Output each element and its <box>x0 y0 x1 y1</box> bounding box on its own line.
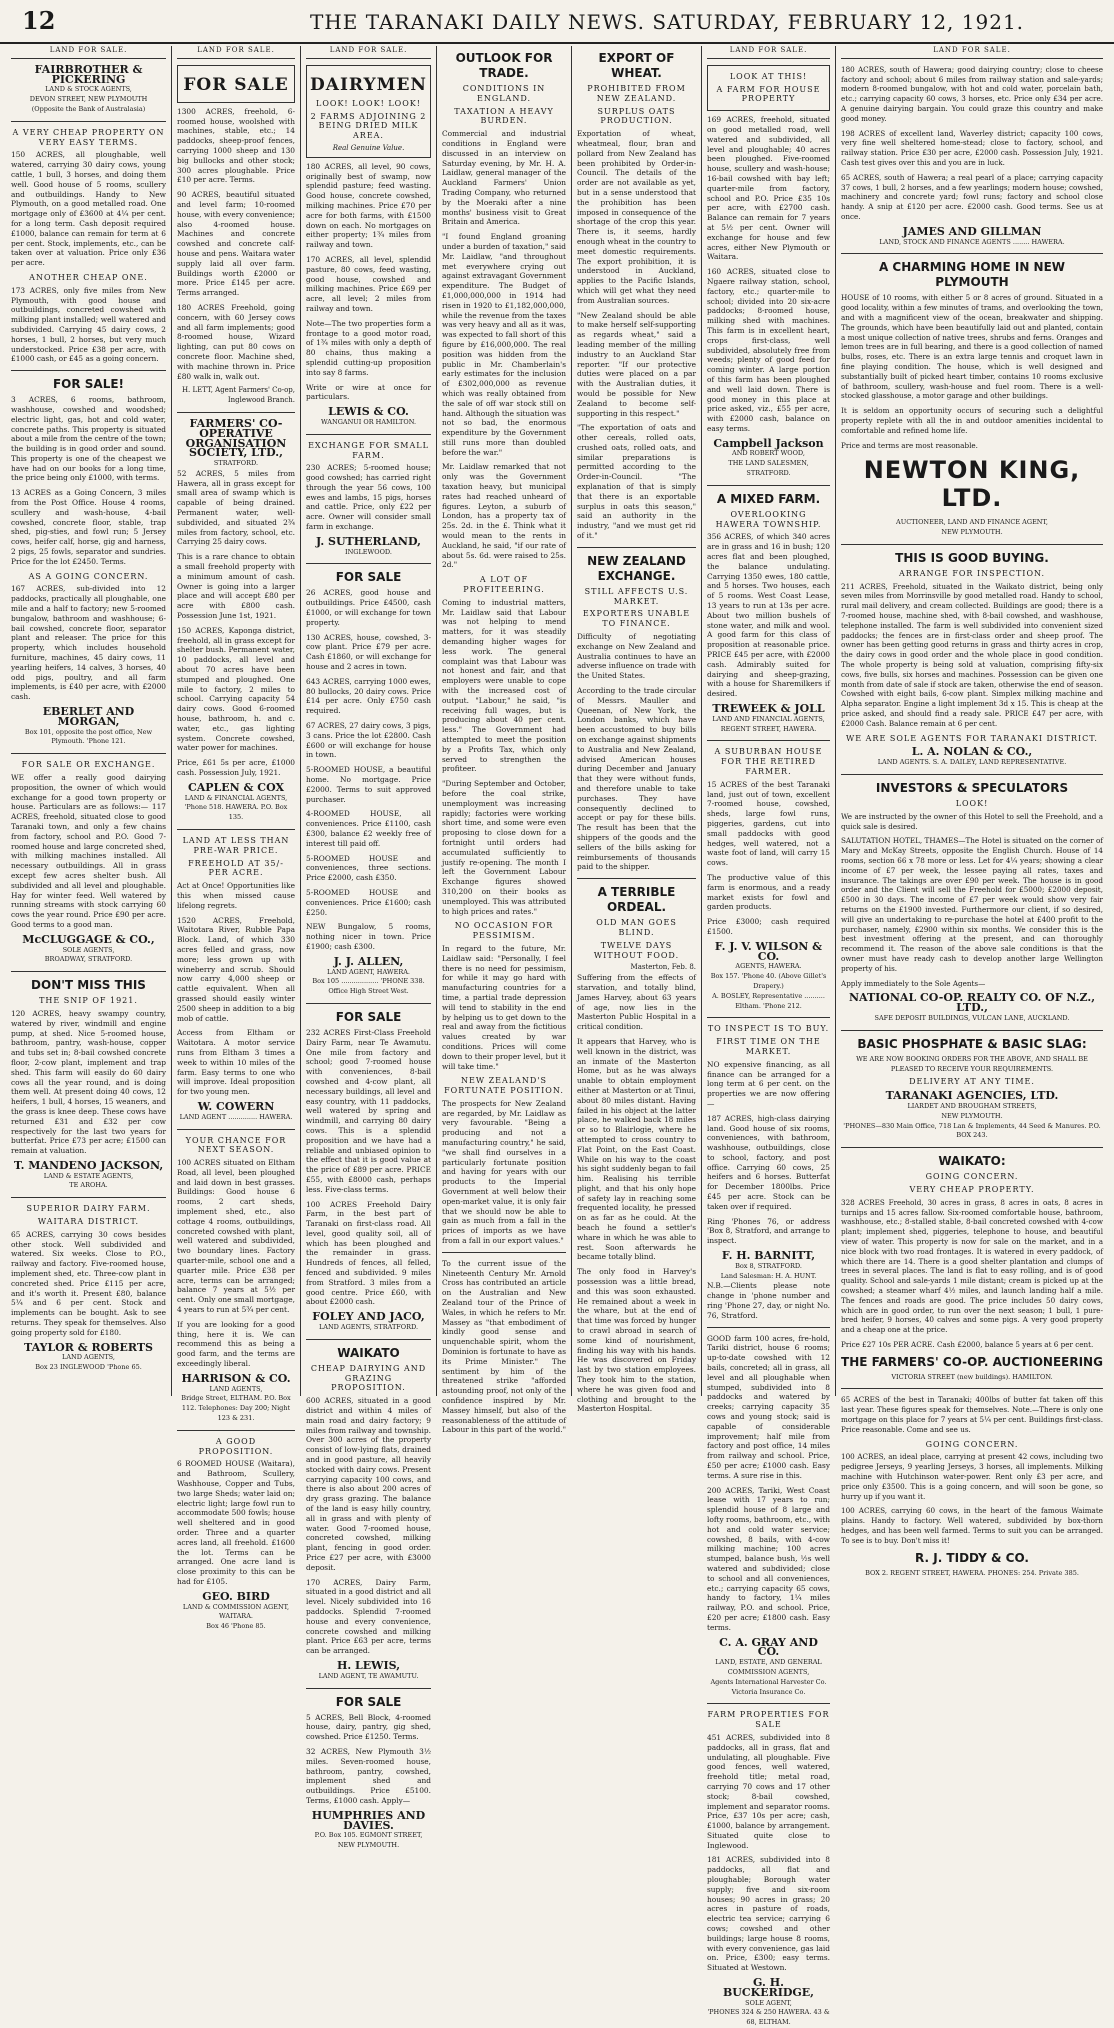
ad-heading: WAIKATO <box>337 1345 400 1360</box>
article-paragraph: Mr. Laidlaw remarked that not only was the Government taxation heavy, but municipal rates had reached unheard of figures. Leyton, a suburb of London, has a property tax of 25s. 2d. in the £. Think what it would mean to the rents in Auckland, he said, "if our rate of about 5s. 6d. were raised to 25s. 2d." <box>442 462 566 570</box>
ad-text: 150 ACRES, Kaponga district, freehold, all in grass except for shelter bush. Permanent water, 10 paddocks, all level and about 70 acres have been stumped and ploughed. One mile to factory, 2 miles to school. Carrying capacity 54 dairy cows. Good 6-roomed house, bathroom, h. and c. water, etc., gas lighting system. Concrete cowshed, water power for machines. <box>177 625 295 753</box>
column-4 <box>437 46 572 1435</box>
article-subheading: PROHIBITED FROM NEW ZEALAND. <box>587 84 686 103</box>
ad-text: 1520 ACRES, Freehold, Waitotara River, Rubble Papa Block. Land, of which 330 acres felled and grass, now more; less grown up with wineberry and scrub. Should now carry 4,000 sheep or cattle equivalent. When all grassed should easily winter 2500 sheep in addition to a big mob of cattle. <box>177 915 295 1023</box>
ad-box <box>707 65 830 111</box>
column-7 <box>836 46 1108 1577</box>
ad-heading: DON'T MISS THIS <box>31 978 146 993</box>
agent-name: FOLEY AND JACO, <box>312 1310 425 1324</box>
ad-heading: ANOTHER CHEAP ONE. <box>29 272 148 282</box>
ad-heading: FOR SALE! <box>52 377 125 392</box>
ad-text: 451 ACRES, subdivided into 8 paddocks, all in grass, flat and undulating, all ploughable. Five good fences, well watered, freehold title; metal road, carrying 70 cows and 17 other stock; 8-bail cowshed, implement and separator rooms. Price, £37 10s per acre; cash, £1000, balance by arrangement. Situated quite close to Inglewood. <box>707 1732 830 1850</box>
article-subheading: OLD MAN GOES BLIND. <box>596 918 677 937</box>
agent-name: F. J. V. WILSON & CO. <box>714 939 823 963</box>
rubric: LAND FOR SALE. <box>707 46 830 59</box>
article-paragraph: It appears that Harvey, who is well known in the district, was an inmate of the Masterton Home, but as he was always unable to obtain employment either at Masterton or at Tinui, about 80 miles distant. Having failed in his object at the latter place, he walked back 18 miles or so to Blairlogie, where he attempted to cross country to Flat Point, on the East Coast. While on his way to the coast his sight suddenly began to fail him. Realising his terrible plight, and that his only hope of safety lay in reaching some frequented locality, he pressed on as far as he could. At the beach he found a settler's whare in which he was able to rest. Soon afterwards he became totally blind. <box>577 1036 696 1262</box>
agent-address: BOX 2. REGENT STREET, HAWERA. PHONES: 254. Private 385. <box>865 1568 1079 1577</box>
ad-text: 150 ACRES, all ploughable, well watered, carrying 30 dairy cows, young cattle, 1 bull, 3 horses, and doing them well. Good house of 5 rooms, scullery and outbuildings. Handy to New Plymouth, on a good metalled road. One mortgage only of £3600 at 4¼ per cent. for a long term. Cash deposit required £1000, balance can remain for term at 6 per cent. Stock, implements, etc., can be taken over at valuation. Price only £36 per acre. <box>11 150 166 268</box>
ad-text: 5-ROOMED HOUSE and conveniences. Price £1600; cash £250. <box>306 887 431 917</box>
agent-address: LAND AGENTS, STRATFORD. <box>318 1323 419 1332</box>
agent-address: INGLEWOOD. <box>345 547 392 556</box>
ad-text: 100 ACRES, an ideal place, carrying at present 42 cows, including two pedigree Jerseys, 9 yearling Jerseys, 3 horses, all implements. Milking machine with Hutchinson water-power. Rent only £3 per acre, and price only £3500. This is a going concern, and will soon be gone, so hurry up if you want it. <box>841 1452 1103 1501</box>
ad-text: 180 ACRES, all level, 90 cows, originally best of swamp, now splendid pasture; feed wasting. Good house, concrete cowshed, milking machines. Price £70 per acre for both farms, with £1500 down on each. No mortgages on either property; 1¾ miles from railway and town. <box>306 161 431 250</box>
ad-subheading: GOING CONCERN. <box>925 1172 1019 1182</box>
ad-text: 90 ACRES, beautiful situated and level farm; 10-roomed house, with every convenience; also 4-roomed house. Machines and concrete cowshed and concrete calf-house and pens. Waitara water supply laid all over farm. Buildings worth £2000 or more. Price £145 per acre. Terms arranged. <box>177 190 295 298</box>
ad-text: 26 ACRES, good house and outbuildings. Price £4500, cash £1000, or will exchange for town property. <box>306 588 431 627</box>
ad-text: 181 ACRES, subdivided into 8 paddocks, all flat and ploughable; Borough water supply; five and six-room houses; 90 acres in grass; 20 acres in pasture of roads, electric tea service; carrying 6 cows; cowshed and other buildings; large house 8 rooms, with every convenience, gas laid on. Price, £300; easy terms. Situated at Westown. <box>707 1855 830 1973</box>
agent-address: THE LAND SALESMEN, STRATFORD. <box>728 459 809 478</box>
ad-box <box>177 65 295 103</box>
agent-sub: AGENTS, HAWERA. <box>735 962 802 971</box>
agent-name: TAYLOR & ROBERTS <box>24 1340 153 1354</box>
article-paragraph: In regard to the future, Mr. Laidlaw said: "Personally, I feel there is no need for pessimism, for while it may go hard with manufacturing countries for a time, a partial trade depression will tend to stability in the end by helping us to get down to the real and away from the fictitious values created by war conditions. Prices will come down to their proper level, but it will take time." <box>442 943 566 1071</box>
article-subheading: CONDITIONS IN ENGLAND. <box>462 84 546 103</box>
ad-subheading: FREEHOLD AT 35/- PER ACRE. <box>188 858 284 878</box>
ad-subheading: ARRANGE FOR INSPECTION. <box>898 568 1046 578</box>
agent-address: Bridge Street, ELTHAM. P.O. Box 112. Telephones: Day 200; Night 123 & 231. <box>181 1394 291 1423</box>
ad-heading: A CHARMING HOME IN NEW PLYMOUTH <box>878 260 1066 290</box>
rubric: LAND FOR SALE. <box>177 46 295 59</box>
ad-subheading: THE SNIP OF 1921. <box>39 996 138 1006</box>
rubric: LAND FOR SALE. <box>841 46 1103 59</box>
agent-address: Box 105 .................. 'PHONE 338. Office High Street West. <box>312 977 425 996</box>
ad-text: 356 ACRES, of which 340 acres are in grass and 16 in bush; 120 acres flat and been ploughed, the balance undulating. Carrying 1350 ewes, 180 cattle, and 5 horses. Two houses, each of 5 rooms. West Coast Lease, 13 years to run at 13s per acre. About two million bushels of stone water, and milk and wool. A good farm for this class of proposition at reasonable price. PRICE £45 per acre, with £2000 cash. Admirably suited for dairying and sheep-grazing, with a house for Sharemilkers if desired. <box>707 532 830 699</box>
article-paragraph: According to the trade circular of Messrs. Mauller and Queenan, of New York, the London banks, which have been accustomed to buy bills on exchange against shipments to Australia and New Zealand, advised American houses during December and January that they were without funds, and therefore unable to take purchases. They have consequently declined to accept or pay for these bills. The result has been that the shippers of the goods and the sellers of the bills asking for reimbursements of thousands paid to the shipper. <box>577 686 696 872</box>
column-1 <box>6 46 172 1396</box>
ad-text: We are instructed by the owner of this Hotel to sell the Freehold, and a quick sale is desired. <box>841 811 1103 831</box>
ad-heading: FOR SALE <box>183 74 289 95</box>
ad-heading: LOOK AT THIS! <box>729 71 808 81</box>
ad-heading: A GOOD PROPOSITION. <box>198 1436 274 1456</box>
ad-text: WE ARE NOW BOOKING ORDERS FOR THE ABOVE, AND SHALL BE PLEASED TO RECEIVE YOUR REQUIREMENTS. <box>856 1054 1088 1073</box>
ad-subheading: 2 FARMS ADJOINING 2 BEING DRIED MILK AREA. <box>310 111 427 141</box>
ad-text: Note—The two properties form a frontage to a good motor road, of 1¾ miles with only a depth of 80 chains, thus making a splendid cutting-up proposition into say 8 farms. <box>306 318 431 377</box>
ad-text: 170 ACRES, all level, splendid pasture, 80 cows, feed wasting, good house, cowshed and milking machines. Price £69 per acre, all level; 2 miles from railway and town. <box>306 254 431 313</box>
ad-text: Price £3000; cash required £1500. <box>707 917 830 936</box>
ad-text: 6 ROOMED HOUSE (Waitara), and Bathroom, Scullery, Washhouse, Copper and Tubs, two large Sheds; water laid on; electric light; large fowl run to accommodate 500 fowls; house well sheltered and in good order. Three and a quarter acres land, all freehold. £1600 the lot. Terms can be arranged. One acre land is close proximity to this can be had for £105. <box>177 1459 295 1586</box>
article-headline: EXPORT OF WHEAT. <box>598 51 675 80</box>
agent-sub: LAND & COMMISSION AGENT, WAITARA. <box>182 1602 290 1621</box>
ad-text: Act at Once! Opportunities like this when missed cause lifelong regrets. <box>177 881 295 910</box>
agent-name: THE FARMERS' CO-OP. AUCTIONEERING <box>841 1354 1103 1369</box>
agent-sub: LAND & FINANCIAL AGENTS, <box>184 793 288 802</box>
agent-address: STRATFORD. <box>213 459 259 468</box>
ad-text: 160 ACRES, situated close to Ngaere railway station, school, factory, etc.; quarter-mile to school; divided into 20 six-acre paddocks; 8-roomed house, milking shed with machines. This farm is in excellent heart, crops first-class, well subdivided, absolutely free from weeds; plenty of good feed for coming winter. A large portion of this farm has been ploughed and well laid down. There is good money in this place at price asked, viz., £55 per acre, with £2000 cash, balance on easy terms. <box>707 267 830 433</box>
ad-text: 167 ACRES, sub-divided into 12 paddocks, practically all ploughable, one mile and a half to factory; new 5-roomed bungalow, bathroom and washhouse; 6-bail cowshed, concrete floor, separator plant and releaser. The price for this property, which includes household furniture, machines, 45 dairy cows, 11 yearling heifers, 14 calves, 3 horses, 40 odd pigs, poultry, and all farm implements, is £40 per acre, with £2000 cash. <box>11 584 166 702</box>
ad-heading: A SUBURBAN HOUSE FOR THE RETIRED FARMER. <box>714 747 823 776</box>
agent-sub: LAND AGENT, HAWERA. <box>327 967 410 976</box>
ad-subheading: LOOK! <box>955 799 989 809</box>
ad-text: 52 ACRES, 5 miles from Hawera, all in grass except for small area of swamp which is capable of being drained. Permanent water, well-subdivided, and situated 2¾ miles from factory, school, etc. Carrying 25 dairy cows. <box>177 468 295 547</box>
newspaper-title: THE TARANAKI DAILY NEWS. SATURDAY, FEBRUARY 12, 1921. <box>310 10 1025 34</box>
ad-heading: YOUR CHANCE FOR NEXT SEASON. <box>185 1135 287 1155</box>
ad-text: 173 ACRES, only five miles from New Plymouth, with good house and outbuildings, concreted cowshed with milking plant installed; well watered and subdivided. Carrying 45 dairy cows, 2 horses, 1 bull, 2 horses, but very much understocked. Price £38 per acre, with £1000 cash, or £45 as a going concern. <box>11 285 166 364</box>
agent-address: SAFE DEPOSIT BUILDINGS, VULCAN LANE, AUCKLAND. <box>874 1013 1070 1022</box>
ad-text: 180 ACRES Freehold, going concern, with 60 Jersey cows and all farm implements; good 8-roomed house, Wizard lighting, can put 80 cows on concrete floor. Machine shed, with machine thrown in. Price £80 walk in, walk out. <box>177 302 295 381</box>
ad-heading: FOR SALE <box>335 1009 402 1024</box>
agent-name: EBERLET AND MORGAN, <box>42 705 135 728</box>
agent-address: VICTORIA STREET (new buildings). HAMILTON. <box>891 1372 1053 1381</box>
agent-name: G. H. BUCKERIDGE, <box>722 1976 815 1999</box>
agent-address: NEW PLYMOUTH. <box>941 528 1003 537</box>
ad-text: 15 ACRES of the best Taranaki land, just out of town, excellent 7-roomed house, cowshed, sheds, large fowl runs, piggeries, gardens, cut into small paddocks with good hedges, well watered, not a waste foot of land, will carry 15 cows. <box>707 779 830 868</box>
article-subheading: A LOT OF PROFITEERING. <box>463 575 545 595</box>
ad-subheading: VERY CHEAP PROPERTY. <box>909 1184 1035 1194</box>
ad-text: 67 ACRES, 27 dairy cows, 3 pigs, 3 cans. Price the lot £2800. Cash £600 or will exchange for house in town. <box>306 721 431 760</box>
page-number: 12 <box>22 6 56 35</box>
ad-subheading: GOING CONCERN. <box>925 1439 1019 1449</box>
article-paragraph: To the current issue of the Nineteenth Century Mr. Arnold Cross has contributed an article on the Australian and New Zealand tour of the Prince of Wales, in which he refers to Mr. Massey as "that embodiment of kindly good sense and unquenchable spirit, whom the Dominion is fortunate to have as its Prime Minister." The sentiment by him of the threatened strike "afforded astounding proof, not only of the confidence inspired by Mr. Massey himself, but also of the reasonableness of the attitude of Labour in this part of the world." <box>442 1258 566 1435</box>
agent-address: Box 23 INGLEWOOD 'Phone 65. <box>35 1363 142 1372</box>
agent-address: WANGANUI OR HAMILTON. <box>320 417 417 426</box>
ad-text: 100 ACRES Freehold Dairy Farm, in the best part of Taranaki on first-class road. All level, good quality soil, all of which has been ploughed and the remainder in grass. Hundreds of fences, all felled, fenced and subdivided. 9 miles from Stratford. 3 miles from a good centre. Price £60, with about £2000 cash. <box>306 1199 431 1307</box>
agent-sub: LAND AND FINANCIAL AGENTS, <box>712 714 825 723</box>
column-6 <box>702 46 836 2027</box>
ad-text: This is a rare chance to obtain a small freehold property with a minimum amount of cash. Owner is going into a larger place and will accept £80 per acre with £800 cash. Possession June 1st, 1921. <box>177 552 295 621</box>
agent-sub: LAND & ESTATE AGENTS, <box>43 1171 134 1180</box>
article-paragraph: The only food in Harvey's possession was a little bread, and this was soon exhausted. He remained about a week in the whare, but at the end of that time was forced by hunger to crawl abroad in search of some kind of nourishment, finding his way with his hands. He was discovered on Friday last by two station employees. They took him to the station, where he was given food and clothing and brought to the Masterton Hospital. <box>577 1267 696 1414</box>
ad-text: 187 ACRES, high-class dairying land. Good house of six rooms, conveniences, with bathroom, washhouse, outbuildings, close to school, factory, and post office. Carrying 60 cows, 25 heifers and 6 horses. Butterfat for December 1800lbs. Price £45 per acre. Stock can be taken over if required. <box>707 1113 830 1211</box>
ad-subheading: OVERLOOKING HAWERA TOWNSHIP. <box>715 509 822 529</box>
ad-signature: H. LETT, Agent Farmers' Co-op, Inglewood Branch. <box>181 386 295 405</box>
ad-heading: A VERY CHEAP PROPERTY ON VERY EASY TERMS. <box>12 127 165 147</box>
agent-name: HARRISON & CO. <box>181 1371 291 1385</box>
ad-heading: A MIXED FARM. <box>716 491 821 506</box>
article-subheading: TWELVE DAYS WITHOUT FOOD. <box>593 940 680 960</box>
agent-phone: 'PHONES—830 Main Office, 718 Lan & Implements, 44 Seed & Manures. P.O. BOX 243. <box>843 1121 1101 1140</box>
ad-text: 5 ACRES, Bell Block, 4-roomed house, dairy, pantry, gig shed, cowshed. Price £1250. Terms. <box>306 1712 431 1742</box>
ad-text: Write or wire at once for particulars. <box>306 382 431 402</box>
article-paragraph: Difficulty of negotiating exchange on New Zealand and Australia continues to have an adverse influence on trade with the United States. <box>577 632 696 681</box>
ad-heading: BASIC PHOSPHATE & BASIC SLAG: <box>857 1036 1087 1051</box>
article-dateline: Masterton, Feb. 8. <box>630 963 696 972</box>
agent-representative: A. BOSLEY, Representative .......... Eltham. 'Phone 212. <box>712 991 825 1010</box>
article-headline: NEW ZEALAND EXCHANGE. <box>587 553 686 583</box>
agent-address: Box 46 'Phone 85. <box>206 1622 266 1631</box>
columns <box>6 46 1108 2027</box>
ad-heading: SUPERIOR DAIRY FARM. <box>26 1204 151 1214</box>
agent-address: LAND, STOCK AND FINANCE AGENTS ........ HAWERA. <box>879 237 1065 246</box>
ad-text: 200 ACRES, Tariki, West Coast lease with 17 years to run; splendid house of 8 large and lofty rooms, bathroom, etc., with hot and cold water service; cowshed, 8 bails, with 4-cow milking machine; 100 acres stumped, balance bush, ½s well watered and subdivided; close to school and all conveniences, etc.; carrying capacity 65 cows, handy to factory, 1¼ miles railway, P.O. and school. Price, £20 per acre; £1800 cash. Easy terms. <box>707 1485 830 1632</box>
agent-name: TREWEEK & JOLL <box>712 702 825 716</box>
agent-address: 'Phone 518. HAWERA. P.O. Box 135. <box>184 803 288 822</box>
ad-text: 32 ACRES, New Plymouth 3½ miles. Seven-roomed house, bathroom, pantry, cowshed, implement shed and outbuildings. Price £5100. Terms, £1000 cash. Apply— <box>306 1746 431 1805</box>
article-subheading: STILL AFFECTS U.S. MARKET. <box>584 586 689 606</box>
agent-name: W. COWERN <box>197 1099 275 1113</box>
ad-text: 65 ACRES, south of Hawera; a real pearl of a place; carrying capacity 37 cows, 1 bull, 2 horses, and a few yearlings; modern house; cowshed, machinery and concrete yard; fowl runs; factory and school close handy. A snip at £120 per acre. £2000 cash. Good terms. See us at once. <box>841 172 1103 221</box>
ad-text: GOOD farm 100 acres, fre-hold, Tariki district, house 6 rooms; up-to-date cowshed with 12 bails, concreted; all in grass, all level and all ploughable when stumped, subdivided into 8 paddocks and watered by creeks; carrying capacity 35 cows and young stock; said is capable of considerable improvement; half mile from factory and post office, 14 miles from railway and school. Price, £50 per acre; £1000 cash. Easy terms. A sure rise in this. <box>707 1333 830 1480</box>
agent-sub: LIARDET AND BROUGHAM STREETS, <box>907 1101 1037 1110</box>
article-paragraph: "I found England groaning under a burden of taxation," said Mr. Laidlaw, "and throughout met everywhere crying out against extravagant Government expenditure. The Budget of £1,000,000,000 in 1914 had risen in 1920 to £1,182,000,000, while the revenue from the taxes was very heavy and all as it was, was expected to fall short of this figure by £16,000,000. The real position was hidden from the public in Mr. Chamberlain's early estimates for the inclusion of £302,000,000 as revenue which was really obtained from the sale of off war stock still on hand. Although the situation was not so bad, the enormous expenditure by the Government still runs more than doubled before the war." <box>442 232 566 457</box>
ad-text: 100 ACRES situated on Eltham Road, all level, been ploughed and laid down in best grasses. Buildings: Good house 6 rooms, 2 cart sheds, implement shed, etc., also cottage 4 rooms, outbuildings, concreted cowshed with plant, well watered and subdivided, two boundary lines. Factory quarter-mile, school one and a quarter mile. Price £38 per acre, terms can be arranged; balance 7 years at 5½ per cent. Only one small mortgage, 4 years to run at 5¾ per cent. <box>177 1158 295 1315</box>
ad-subheading: Real Genuine Value. <box>332 143 405 152</box>
ad-text: 120 ACRES, heavy swampy country, watered by river, windmill and engine pump, at shed. Nice 5-roomed house, bathroom, pantry, wash-house, copper and tubs set in; 8-bail cowshed concrete floor, 2-cow plant, implement and trap shed. This farm will easily do 60 dairy cows all the year round, and is doing them well. At present doing 40 cows, 12 heifers, 1 bull, 4 horses, 15 weaners, and the grass is knee deep. These cows have returned £31 and £32 per cow respectively for the last two years for butterfat. Price £73 per acre; £1500 can remain at valuation. <box>11 1008 166 1156</box>
agent-sub: LAND AGENTS, <box>62 1353 115 1362</box>
agent-name: McCLUGGAGE & CO., <box>22 932 155 946</box>
agent-address: BROADWAY, STRATFORD. <box>44 955 133 964</box>
agent-address: LAND AGENTS. S. A. DAILEY, LAND REPRESENTATIVE. <box>877 758 1067 767</box>
agent-address: Box 157. 'Phone 40. (Above Gillet's Drapery.) <box>710 972 827 990</box>
agent-sub: LAND & STOCK AGENTS, <box>45 85 132 94</box>
column-5 <box>572 46 702 1414</box>
agent-sub: AUCTIONEER, LAND AND FINANCE AGENT, <box>896 518 1048 527</box>
ad-text: 65 ACRES of the best in Taranaki; 400lbs of butter fat taken off this last year. These figures speak for themselves. Note.—There is only one mortgage on this place for 7 years at 5¼ per cent. Buildings first-class. Price reasonable. Come and see us. <box>841 1395 1103 1434</box>
ad-heading: FARM PROPERTIES FOR SALE <box>707 1710 830 1730</box>
rubric: LAND FOR SALE. <box>11 46 166 59</box>
agent-address: REGENT STREET, HAWERA. <box>720 724 817 733</box>
article-headline: OUTLOOK FOR TRADE. <box>455 51 553 80</box>
ad-subheading: FIRST TIME ON THE MARKET. <box>716 1037 821 1056</box>
ad-text: It is seldom an opportunity occurs of securing such a delightful property replete with all the in and outdoor amenities incidental to comfortable and refined home life. <box>841 406 1103 435</box>
agent-address: 'PHONES 324 & 250 HAWERA. 43 & 68, ELTHAM. <box>707 2008 830 2027</box>
column-3 <box>301 46 437 1850</box>
ad-heading: TO INSPECT IS TO BUY. <box>707 1024 830 1034</box>
column-2 <box>172 46 301 1631</box>
ad-text: Price £27 10s PER ACRE. Cash £2000, balance 5 years at 6 per cent. <box>841 1339 1094 1349</box>
ad-subheading: DELIVERY AT ANY TIME. <box>909 1077 1035 1087</box>
agent-address: LAND AGENT, TE AWAMUTU. <box>318 1671 419 1680</box>
ad-text: NEW Bungalow, 5 rooms, nothing nicer in town. Price £1900; cash £300. <box>306 922 431 951</box>
ad-text: 5-ROOMED HOUSE, a beautiful home. No mortgage. Price £2000. Terms to suit approved purchaser. <box>306 765 431 804</box>
ad-text: Apply immediately to the Sole Agents— <box>841 978 986 988</box>
agent-address: Land Salesman: H. A. HUNT. <box>720 1271 817 1280</box>
ad-text: 130 ACRES, house, cowshed, 3-cow plant. Price £79 per acre. Cash £1860, or will exchange for house and 2 acres in town. <box>306 632 431 672</box>
agent-name: F. H. BARNITT, <box>721 1249 816 1263</box>
agent-note: (Opposite the Bank of Australasia) <box>31 104 146 113</box>
ad-subheading: WE ARE SOLE AGENTS FOR TARANAKI DISTRICT. <box>846 733 1098 743</box>
ad-heading: EXCHANGE FOR SMALL FARM. <box>308 440 429 460</box>
ad-heading: FOR SALE <box>335 1694 402 1709</box>
agent-name: T. MANDENO JACKSON, <box>13 1158 164 1172</box>
agent-name: NEWTON KING, LTD. <box>863 456 1081 513</box>
article-paragraph: Coming to industrial matters, Mr. Laidlaw said that Labour was not helping to mend matters, for it was steadily demanding higher wages for less work. The general complaint was that Labour was not honest and fair, and that employers were unable to cope with the increased cost of output. "Labour," he said, "is receiving full wages, but is producing about 40 per cent. less." The Government had attempted to meet the position by a Profits Tax, which only served to strengthen the profiteer. <box>442 597 566 774</box>
agent-name: NATIONAL CO-OP. REALTY CO. OF N.Z., LTD., <box>848 991 1096 1015</box>
article-paragraph: The prospects for New Zealand are regarded, by Mr. Laidlaw as very favourable. "Being a producing and not a manufacturing country," he said, "we shall find ourselves in a particularly fortunate position and having for years with our products to the Imperial Government at well below their open-market value, it is only fair that we should now be able to gain as much from a fall in the prices of imports as we have from a fall in our export values." <box>442 1098 566 1246</box>
agent-name: CAPLEN & COX <box>187 780 284 794</box>
ad-text: 65 ACRES, carrying 30 cows besides other stock. Well subdivided and watered. Six weeks. Close to P.O., railway and factory. Five-roomed house, implement shed, etc. Three-cow plant in concreted shed. Price £115 per acre, and it's worth it. Present £80, balance 5¼ and 6 per cent. Stock and implements can be bought. Ask to see returns. They speak for themselves. Also going property sold for £180. <box>11 1229 166 1337</box>
article-paragraph: "New Zealand should be able to make herself self-supporting as regards wheat," said a leading member of the milling industry to an Auckland Star reporter. "If our protective duties were placed on a par with the Australian duties, it would be possible for New Zealand to become self-supporting in this respect." <box>577 310 696 418</box>
agent-name: JAMES AND GILLMAN <box>902 224 1042 238</box>
article-paragraph: Exportation of wheat, wheatmeal, flour, bran and pollard from New Zealand has been prohibited by Order-in-Council. The details of the order are not available as yet, but in a sense understood that the prohibition has been imposed in consequence of the shortage of the crop this year. There is, it seems, hardly enough wheat in the country to meet domestic requirements. The export prohibition, it is understood in Auckland, applies to the Pacific Islands, which will get what they need from Australian sources. <box>577 129 696 305</box>
ad-text: Price and terms are most reasonable. <box>841 440 978 450</box>
ad-text: WE offer a really good dairying proposition, the owner of which would exchange for a good town property or house. Particulars are as follows:— 117 ACRES, freehold, situated close to good Taranaki town, and only a few chains from factory, school and P.O. Good 7-roomed house and large concreted shed, with milking machines installed. All necessary outbuildings. All in grass except few acres shelter bush. All subdivided and all level and ploughable. Hay for winter feed. Well watered by running streams with stock carrying 60 cows the year round. Price £90 per acre. Good terms to a good man. <box>11 773 166 929</box>
ad-heading: THIS IS GOOD BUYING. <box>895 550 1049 565</box>
ad-text: 643 ACRES, carrying 1000 ewes, 80 bullocks, 20 dairy cows. Price £14 per acre. Only £750 cash required. <box>306 676 431 716</box>
agent-address: TE AROHA. <box>69 1181 108 1190</box>
agent-address: DEVON STREET, NEW PLYMOUTH <box>29 95 148 104</box>
ad-heading: FOR SALE OR EXCHANGE. <box>21 760 156 770</box>
ad-text: 3 ACRES, 6 rooms, bathroom, washhouse, cowshed and woodshed; electric light, gas, hot and cold water, concrete paths. This property is situated about a mile from the centre of the town; the building is in good order and sound. This property is one of the cheapest we have had on our books for a long time, the price being only £1000, with terms. <box>11 395 166 483</box>
agent-address: P.O. Box 105. EGMONT STREET, NEW PLYMOUTH. <box>314 1831 423 1850</box>
ad-text: 600 ACRES, situated in a good district and within 4 miles of main road and dairy factory; 9 miles from railway and township. Over 300 acres of the property consist of low-lying flats, drained and in good pasture, all heavily stocked with dairy cows. Present carrying capacity 100 cows, and there is also about 200 acres of dry grass grazing. The balance of the land is easy hilly country, all in grass and with plenty of water. Good 7-roomed house, concreted cowshed, milking plant, fencing in good order. Price £27 per acre, with £3000 deposit. <box>306 1396 431 1572</box>
ad-text: 4-ROOMED HOUSE, all conveniences. Price £1100, cash £300, balance £2 weekly free of interest till paid off. <box>306 809 431 848</box>
ad-text: Price, £61 5s per acre, £1000 cash. Possession July, 1921. <box>177 758 295 777</box>
agent-sub: LAND, ESTATE, AND GENERAL COMMISSION AGENTS, <box>715 1658 822 1676</box>
ad-text: N.B.—Clients please note change in 'phone number and ring 'Phone 27, day, or night No. 76, Stratford. <box>707 1281 830 1320</box>
article-headline: A TERRIBLE ORDEAL. <box>597 885 676 915</box>
ad-text: 180 ACRES, south of Hawera; good dairying country; close to cheese factory and school; about 6 miles from railway station and sale-yards; modern 8-roomed bungalow, with hot and cold water, porcelain bath, etc.; carrying capacity 60 cows, 3 horses, etc. Price only £34 per acre. A genuine dairying bargain. You could graze this country and make good money. <box>841 64 1103 123</box>
agent-name: HUMPHRIES AND DAVIES. <box>311 1808 426 1832</box>
ad-heading: AS A GOING CONCERN. <box>28 571 149 581</box>
ad-heading: FOR SALE <box>335 570 402 585</box>
agent-sub: AND ROBERT WOOD, <box>732 449 805 458</box>
ad-text: 211 ACRES, Freehold, situated in the Waikato district, being only seven miles from Morrinsville by good metalled road. Handy to school, rural mail delivery, and cream collected. Buildings are good; there is a 7-roomed house, machine shed, with 8-bail cowshed, and washhouse, telephone installed. The farm is well subdivided into convenient sized paddocks; the fences are in first-class order and sheep proof. The owner has been getting good returns in grass and thirty acres in crop, the dairy cows in good order and the whole place in good condition. The whole property is being sold at valuation, comprising fifty-six cows, five bulls, six horses and machines. Possession can be given one month from date of sale if stock are taken, otherwise the end of season. Cowshed with eight bails, 6-cow plant. Simplex milking machine and Alpha separator. Engine a light implement 3d x 15. This is cheap at the price asked, and should find a ready sale. PRICE £47 per acre, with £2000 Cash. Balance remain at 6 per cent. <box>841 581 1104 728</box>
agent-address: Box 101, opposite the post office, New Plymouth. 'Phone 121. <box>24 727 153 746</box>
agent-name: R. J. TIDDY & CO. <box>915 1550 1029 1565</box>
ad-text: 13 ACRES as a Going Concern, 3 miles from the Post Office. House 4 rooms, scullery and wash-house, 4-bail cowshed, concrete floor, stable, trap shed, pig-sties, and fowl run; 5 Jersey cows, heifer calf, horse, gig and harness, 2 pigs, 25 fowls, separator and sundries. Price for the lot £2450. Terms. <box>11 488 166 566</box>
rubric: LAND FOR SALE. <box>306 46 431 59</box>
article-paragraph: Suffering from the effects of starvation, and totally blind, James Harvey, about 63 years of age, now lies in the Masterton Public Hospital in a critical condition. <box>577 973 696 1032</box>
ad-text: 169 ACRES, freehold, situated on good metalled road, well watered and subdivided, all level and ploughable; 40 acres been ploughed. Five-roomed house, scullery and wash-house; 16-bail cowshed with bay left; quarter-mile from factory, school and P.O. Price £35 10s per acre, with £2700 cash. Balance can remain for 7 years at 5½ per cent. Owner will exchange for house and few acres, either New Plymouth or Waitara. <box>707 115 830 262</box>
agent-name: C. A. GRAY AND CO. <box>719 1635 818 1659</box>
ad-text: Access from Eltham or Waitotara. A motor service runs from Eltham 3 times a week to within 10 miles of the farm. Easy terms to one who will improve. Ideal proposition for two young men. <box>177 1028 295 1097</box>
agent-name: TARANAKI AGENCIES, LTD. <box>885 1089 1059 1103</box>
article-paragraph: Commercial and industrial conditions in England were discussed in an interview on Saturday evening, by Mr. H. A. Laidlaw, general manager of the Auckland Farmers' Union Trading Company, who returned by the Moeraki after a nine months' business visit to Great Britain and America. <box>442 129 566 227</box>
agent-sub: SOLE AGENTS, <box>62 945 115 954</box>
ad-text: 328 ACRES Freehold, 30 acres in grass, 8 acres in oats, 8 acres in turnips and 15 acres fallow. Six-roomed comfortable house, bathroom, washhouse, etc.; 8-stalled stable, 8-bail concreted cowshed with 4-cow plant; implement shed, piggeries, telephone to house, and beautiful view of water. This property is now for sale on the market, and in a nice block with two road frontages. It is watered in every paddock, of which there are 14. There is a good shelter plantation and clumps of trees in several places. The land is flat to easy rolling, and is of good quality. School and sale-yards 1 mile distant; cream is picked up at the cowshed; a steamer wharf 4½ miles, and launch landing half a mile. The fences and roads are good. The price includes 50 dairy cows, which are in good order, to run over the next season; 1 bull, 1 pure-bred heifer, 9 horses, 40 calves and some pigs. A very good property and a cheap one at the price. <box>841 1197 1103 1335</box>
agent-address: NEW PLYMOUTH. <box>941 1111 1003 1120</box>
ad-text: 230 ACRES; 5-roomed house; good cowshed; has carried right through the year 56 cows, 100 ewes and lambs, 15 pigs, horses and cattle. Price, only £22 per acre. Owner will consider small farm in exchange. <box>306 463 431 532</box>
article-subheading: SURPLUS OATS PRODUCTION. <box>597 106 676 126</box>
agent-name: J. J. ALLEN, <box>333 954 404 968</box>
ad-text: SALUTATION HOTEL, THAMES—The Hotel is situated on the corner of Mary and McKay Streets, opposite the English Church. House of 14 rooms, section 66 x 78 more or less. Let for 4¼ years; showing a clear income of £7 per week, the lessee paying all rates, taxes and insurance. The takings are over £90 per week. The house is in good order and the Client will sell the Freehold for £5000; £2000 deposit, £500 in 30 days. The income of £7 per week would show very fair returns on the £1900 invested. Furthermore our client, if so desired, will give an undertaking to re-purchase the hotel at £400 profit to the purchaser, namely, £2900 within six months. We consider this is the best investment offering at the present, and can thoroughly recommend it. The reason of the above sale conditions is that the owner must have ready cash to develop another large Wellington property of his. <box>841 836 1103 973</box>
ad-subheading: WAITARA DISTRICT. <box>37 1217 140 1227</box>
ad-text: 198 ACRES of excellent land, Waverley district; capacity 100 cows, very fine well sheltered home-stead; close to factory, school, and railway station. Price £30 per acre, £2000 cash. Possession July, 1921. Cash test gives over this and you are in luck. <box>841 128 1103 167</box>
agent-address: LAND AGENT .............. HAWERA. <box>179 1112 293 1121</box>
masthead <box>0 0 1114 44</box>
agent-sub: LAND AGENTS, <box>209 1384 263 1393</box>
agent-name: H. LEWIS, <box>336 1658 401 1672</box>
agent-address: Agents International Harvester Co. Victoria Insurance Co. <box>710 1677 827 1696</box>
agent-name: GEO. BIRD <box>202 1589 270 1603</box>
ad-text: NO expensive financing, as all finance can be arranged for a long term at 6 per cent. on the properties we are now offering— <box>707 1059 830 1108</box>
article-subheading: EXPORTERS UNABLE TO FINANCE. <box>582 609 691 629</box>
agent-name: Campbell Jackson <box>713 436 824 450</box>
ad-text: If you are looking for a good thing, here it is. We can recommend this as being a good farm, and the terms are exceedingly liberal. <box>177 1319 295 1369</box>
agent-sub: Box 8, STRATFORD. <box>735 1261 802 1270</box>
article-paragraph: "The exportation of oats and other cereals, rolled oats, crushed oats, rolled oats, and similar preparations is permitted according to the Order-in-Council. "The explanation of that is simply that there is an exportable surplus in oats this season," said an authority in the industry, "and we must get rid of it." <box>577 423 696 541</box>
ad-heading: WAIKATO: <box>938 1154 1006 1169</box>
ad-text: The productive value of this farm is enormous, and a ready market exists for fowl and garden products. <box>707 872 830 912</box>
agent-name: LEWIS & CO. <box>328 405 409 419</box>
article-subheading: TAXATION A HEAVY BURDEN. <box>454 106 554 126</box>
agent-name: FARMERS' CO-OPERATIVE ORGANISATION SOCIETY, LTD., <box>185 416 287 460</box>
ad-text: 1300 ACRES, freehold, 6-roomed house, woolshed with machines, stable, etc.; 14 paddocks, sheep-proof fences, carrying 1000 sheep and 130 big bullocks and other stock; 300 acres ploughable. Price £10 per acre. Terms. <box>177 106 295 185</box>
ad-text: 100 ACRES, carrying 60 cows, in the heart of the famous Waimate plains. Handy to factory. Well watered, subdivided by box-thorn hedges, and has been well farmed. Terms to suit you can be arranged. To see is to buy. Don't miss it! <box>841 1506 1103 1545</box>
article-subheading: NEW ZEALAND'S FORTUNATE POSITION. <box>444 1076 564 1096</box>
ad-text: 170 ACRES, Dairy Farm, situated in a good district and all level. Nicely subdivided into 16 paddocks. Splendid 7-roomed house and every convenience, concrete cowshed and milking plant. Price £63 per acre, terms can be arranged. <box>306 1577 431 1656</box>
article-paragraph: "During September and October, before the coal strike, unemployment was increasing rapidly; factories were working short time, and some were even proposing to close down for a fortnight until orders had accumulated sufficiently to justify re-opening. The month I left the Government Labour Exchange figures showed 310,200 on their books as unemployed. This was attributed to high prices and rates." <box>442 779 566 916</box>
article-subheading: NO OCCASION FOR PESSIMISM. <box>454 921 554 941</box>
ad-text: 5-ROOMED HOUSE and conveniences, three sections. Price £2000, cash £350. <box>306 853 431 883</box>
agent-name: L. A. NOLAN & CO., <box>911 745 1033 759</box>
ad-subheading: CHEAP DAIRYING AND GRAZING PROPOSITION. <box>310 1363 427 1393</box>
agent-name: J. SUTHERLAND, <box>316 534 421 548</box>
agent-name: FAIRBROTHER & PICKERING <box>34 62 143 86</box>
ad-heading: DAIRYMEN <box>310 74 427 95</box>
ad-heading: INVESTORS & SPECULATORS <box>875 781 1069 796</box>
ad-text: HOUSE of 10 rooms, with either 5 or 8 acres of ground. Situated in a good locality, within a few minutes of trams, and overlooking the town, and with a magnificent view of the ocean, breakwater and shipping. The grounds, which have been beautifully laid out and planted, contain a most unique collection of native trees, shrubs and ferns. Oranges and lemon trees are in full bearing, and there is a good collection of named bulbs, roses, etc. There is an extra large tennis and croquet lawn in fine playing condition. The house, which is well designed and substantially built of picked heart timber, contains 10 rooms exclusive of bathroom, scullery, wash-house and fuel room. There is a well-stocked glasshouse, a motor garage and other buildings. <box>841 293 1103 401</box>
ad-box <box>306 65 431 158</box>
ad-subheading: A FARM FOR HOUSE PROPERTY <box>716 84 821 104</box>
ad-text: Ring 'Phones 76, or address 'Box 8, Stratford, and arrange to inspect. <box>707 1216 830 1246</box>
ad-text: 232 ACRES First-Class Freehold Dairy Farm, near Te Awamutu. One mile from factory and school; good 7-roomed house with conveniences, 8-bail cowshed and 4-cow plant, all necessary buildings, all level and easy country, with 11 paddocks, well watered by spring and windmill, and carrying 80 dairy cows. This is a splendid proposition and we have had a reliable and unbiased opinion to the effect that it is good value at the price of £89 per acre. PRICE £55, with £8000 cash, perhaps less. Five-class terms. <box>306 1027 431 1194</box>
ad-heading: LAND AT LESS THAN PRE-WAR PRICE. <box>182 835 290 855</box>
ad-subheading: LOOK! LOOK! LOOK! <box>316 98 421 108</box>
agent-sub: SOLE AGENT, <box>745 1998 792 2007</box>
